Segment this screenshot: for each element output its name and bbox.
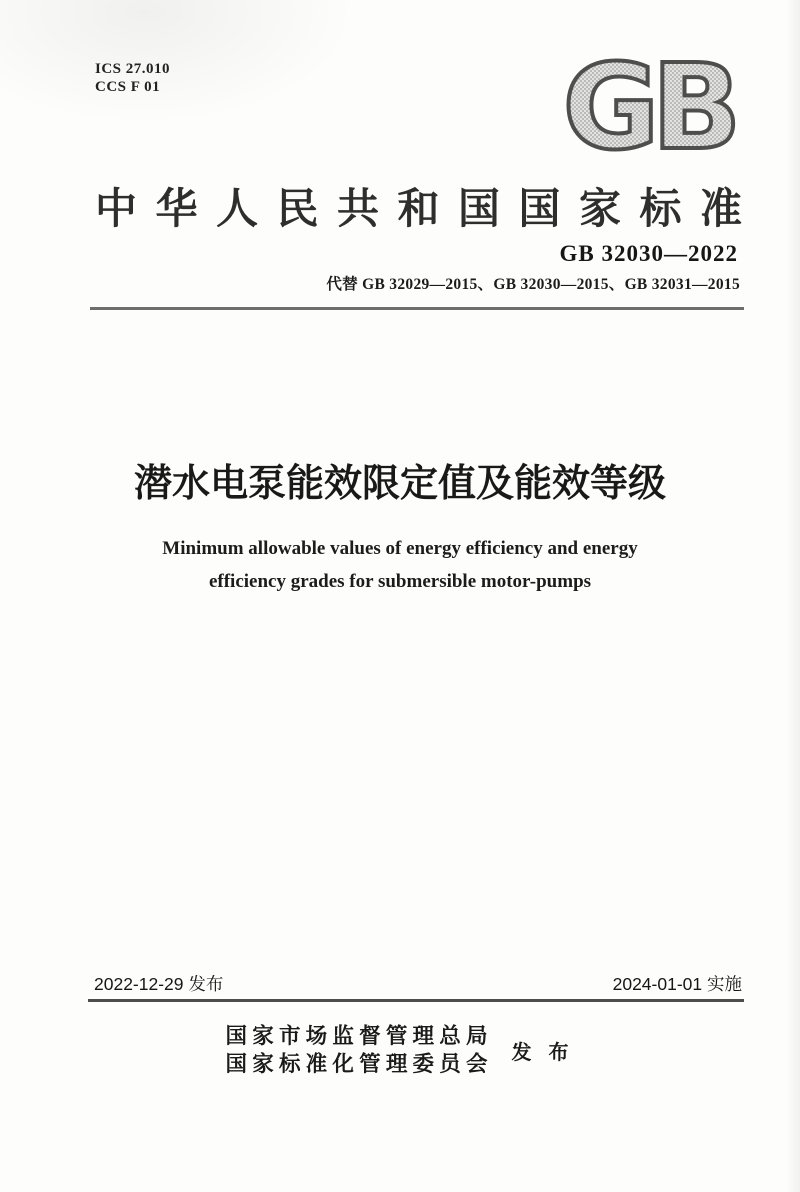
issuer-name-2: 国家标准化管理委员会	[225, 1052, 488, 1076]
standard-number: GB 32030—2022	[559, 241, 738, 266]
gb-logo-text: GB	[562, 54, 734, 160]
document-title-en-line1: Minimum allowable values of energy efficiency and energy	[162, 538, 638, 559]
footer-rule	[88, 999, 744, 1002]
document-title-en-line2: efficiency grades for submersible motor-pumps	[208, 571, 592, 592]
national-standard-title: 中华人民共和国国家标准	[95, 187, 742, 233]
issuer-name-1: 国家市场监督管理总局	[225, 1024, 488, 1048]
publish-label: 发 布	[511, 1041, 575, 1064]
issuer-block	[0, 1022, 800, 1078]
replaces-note: 代替 GB 32029—2015、GB 32030—2015、GB 32031—2015	[326, 276, 740, 293]
document-title-cn: 潜水电泵能效限定值及能效等级	[133, 463, 666, 505]
issuer-names	[226, 1022, 488, 1078]
ccs-code: CCS F 01	[95, 79, 161, 95]
implementation-date: 2024-01-01 实施	[612, 974, 742, 994]
issue-date: 2022-12-29 发布	[94, 974, 224, 994]
date-row	[94, 971, 742, 996]
document-title-en	[0, 532, 800, 598]
gb-logo	[546, 54, 750, 160]
classification-codes	[95, 60, 170, 96]
gb-logo-graphic	[546, 54, 750, 160]
header-rule	[90, 307, 744, 310]
ics-code: ICS 27.010	[95, 61, 171, 77]
